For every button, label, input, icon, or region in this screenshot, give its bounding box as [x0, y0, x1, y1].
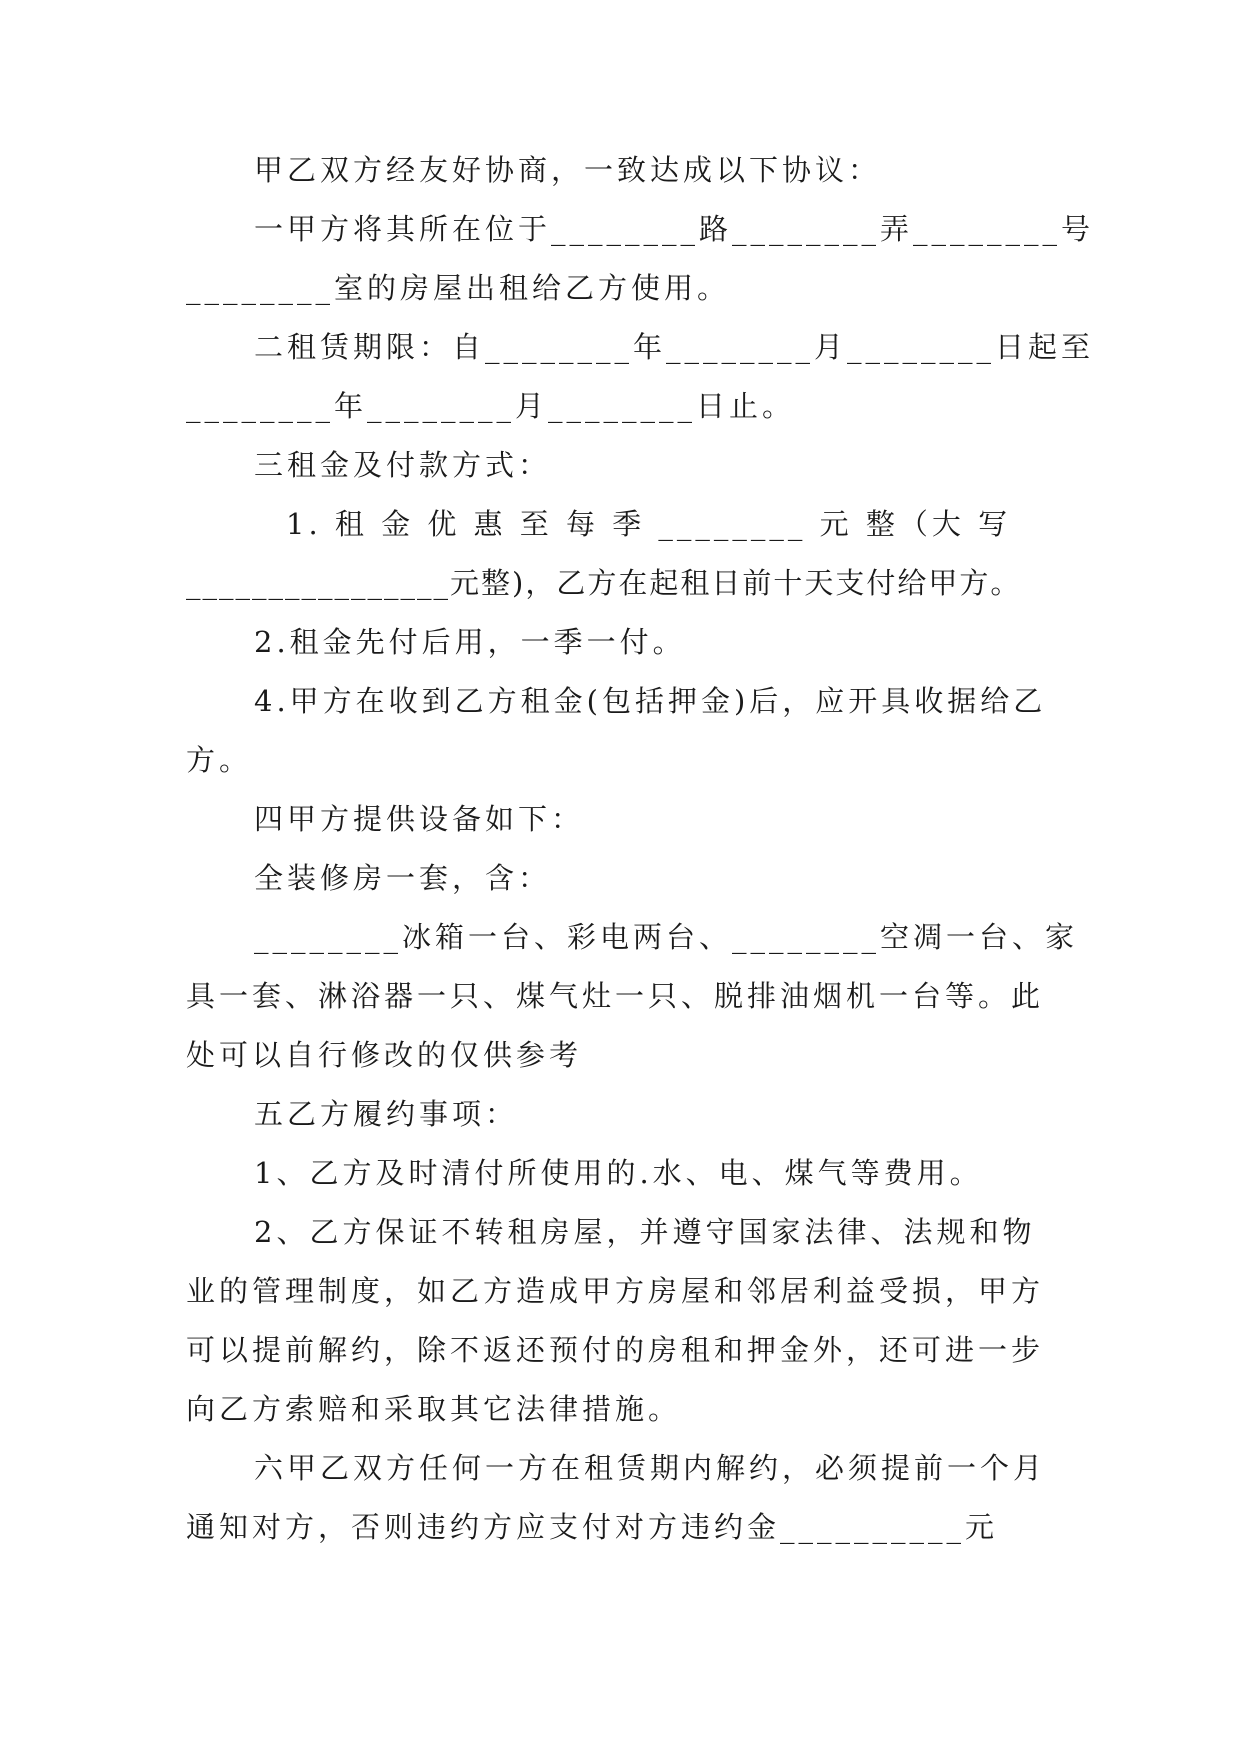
clause-1-line-1: 一甲方将其所在位于________路________弄________号 — [254, 212, 1095, 246]
clause-3-heading: 三租金及付款方式： — [254, 448, 552, 482]
clause-5-item-1: 1、乙方及时清付所使用的.水、电、煤气等费用。 — [254, 1156, 983, 1190]
clause-5-item-2-line-2: 业的管理制度，如乙方造成甲方房屋和邻居利益受损，甲方 — [186, 1274, 1045, 1308]
agreement-intro: 甲乙双方经友好协商，一致达成以下协议： — [254, 153, 882, 187]
clause-4-equipment-line-1: ________冰箱一台、彩电两台、________空凋一台、家 — [254, 920, 1079, 954]
clause-6-line-2: 通知对方，否则违约方应支付对方违约金__________元 — [186, 1510, 999, 1544]
clause-1-line-2: ________室的房屋出租给乙方使用。 — [186, 271, 731, 305]
clause-5-item-2-line-3: 可以提前解约，除不返还预付的房租和押金外，还可进一步 — [186, 1333, 1045, 1367]
clause-4-subheading: 全装修房一套，含： — [254, 861, 552, 895]
clause-5-item-2-line-4: 向乙方索赔和采取其它法律措施。 — [186, 1392, 682, 1426]
clause-4-equipment-line-2: 具一套、淋浴器一只、煤气灶一只、脱排油烟机一台等。此 — [186, 979, 1045, 1013]
clause-4-heading: 四甲方提供设备如下： — [254, 802, 585, 836]
clause-6-line-1: 六甲乙双方任何一方在租赁期内解约，必须提前一个月 — [254, 1451, 1047, 1485]
clause-2-line-2: ________年________月________日止。 — [186, 389, 796, 423]
clause-5-heading: 五乙方履约事项： — [254, 1097, 519, 1131]
clause-3-item-1-line-2: ________________元整)，乙方在起租日前十天支付给甲方。 — [186, 566, 1022, 600]
clause-4-equipment-line-3: 处可以自行修改的仅供参考 — [186, 1038, 583, 1072]
clause-5-item-2-line-1: 2、乙方保证不转租房屋，并遵守国家法律、法规和物 — [254, 1215, 1036, 1249]
clause-3-item-2: 2.租金先付后用，一季一付。 — [254, 625, 686, 659]
clause-3-item-4-line-1: 4.甲方在收到乙方租金(包括押金)后，应开具收据给乙 — [254, 684, 1047, 718]
clause-3-item-1-line-1: 1. 租 金 优 惠 至 每 季 ________ 元 整（大 写 — [286, 507, 1012, 541]
clause-3-item-4-line-2: 方。 — [186, 743, 253, 777]
clause-2-line-1: 二租赁期限：自________年________月________日起至 — [254, 330, 1095, 364]
